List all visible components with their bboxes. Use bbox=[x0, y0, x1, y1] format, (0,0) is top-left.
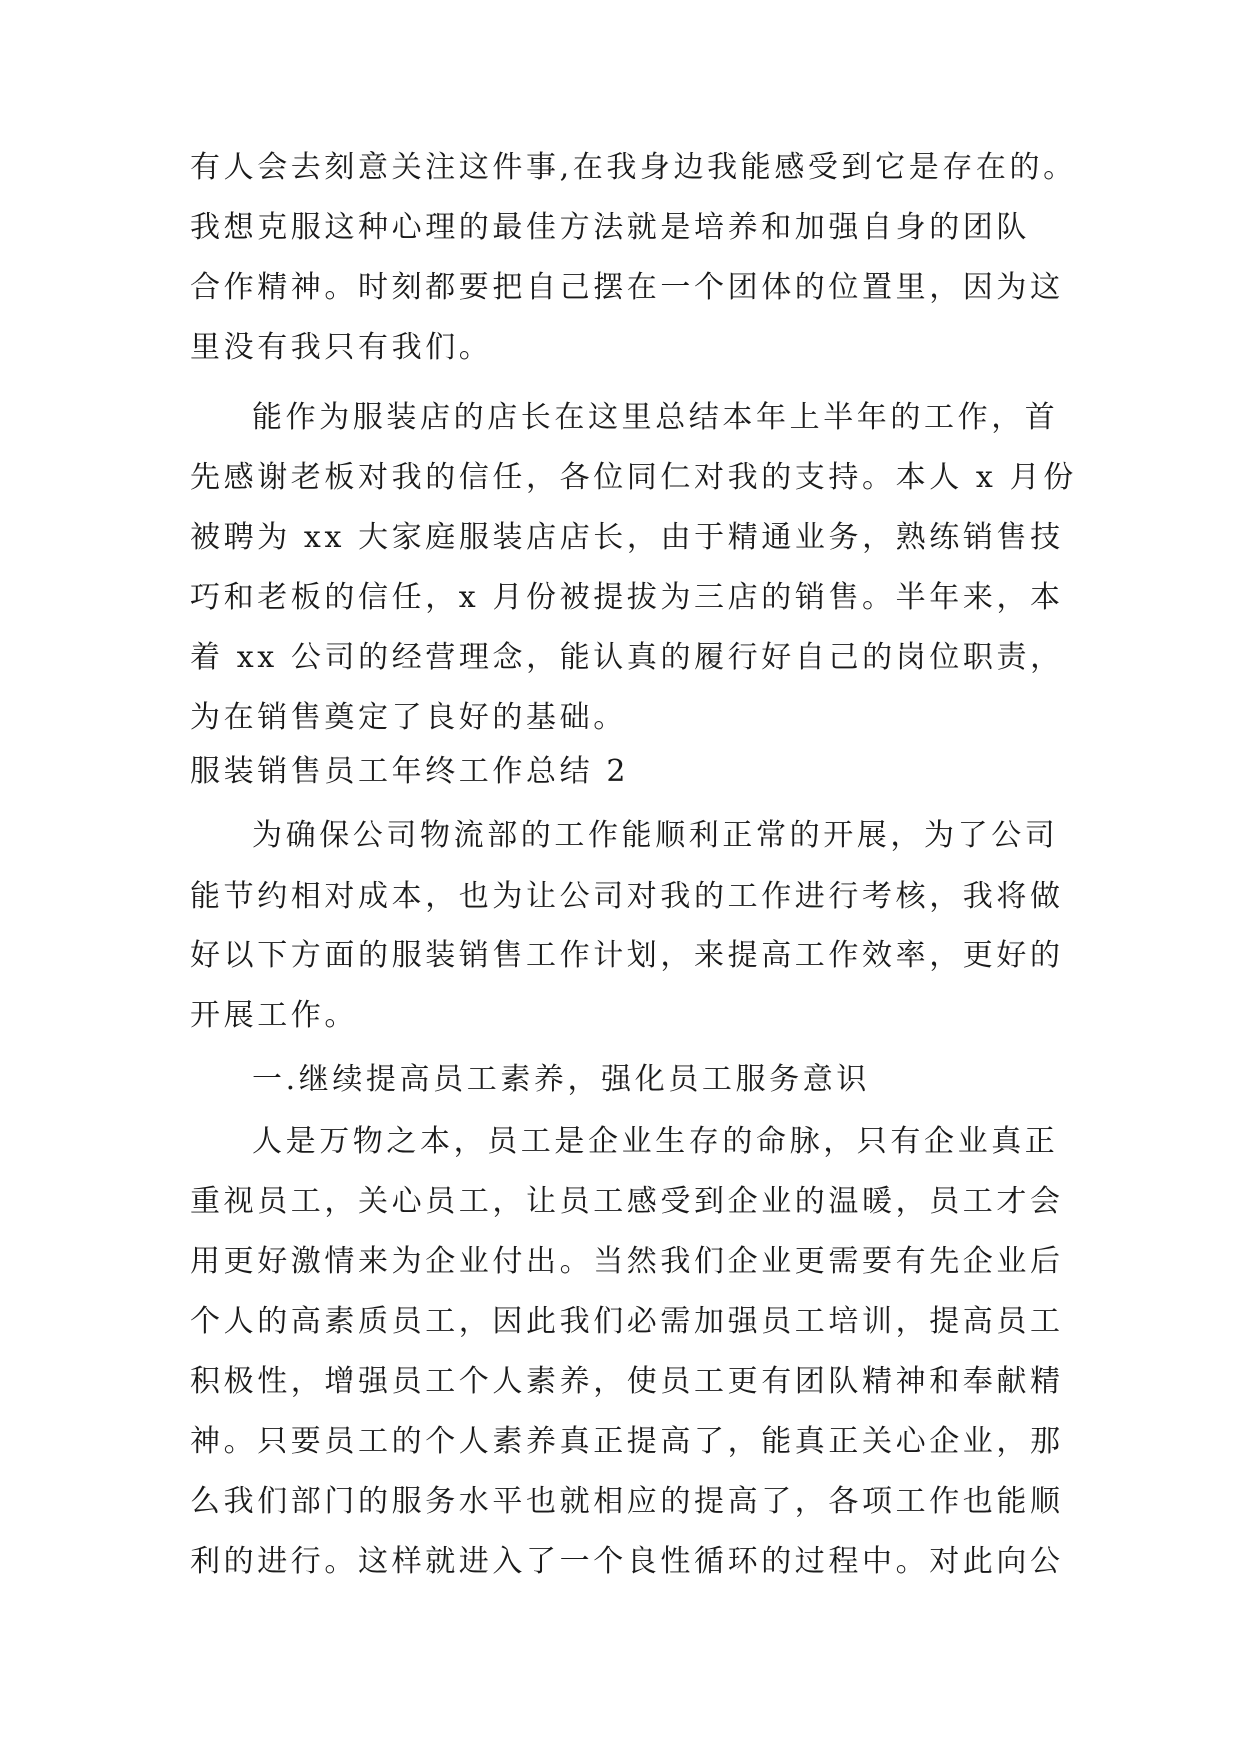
text-line: 合作精神。时刻都要把自己摆在一个团体的位置里，因为这 bbox=[190, 270, 1064, 305]
text-line: 能节约相对成本，也为让公司对我的工作进行考核，我将做 bbox=[190, 879, 1064, 914]
text-line: 重视员工，关心员工，让员工感受到企业的温暖，员工才会 bbox=[190, 1184, 1064, 1219]
text-line: 用更好激情来为企业付出。当然我们企业更需要有先企业后 bbox=[190, 1244, 1064, 1279]
text-line: 先感谢老板对我的信任，各位同仁对我的支持。本人 x 月份 bbox=[190, 460, 1077, 495]
text-line: 开展工作。 bbox=[190, 998, 358, 1033]
text-line: 里没有我只有我们。 bbox=[190, 330, 493, 365]
text-line: 好以下方面的服装销售工作计划，来提高工作效率，更好的 bbox=[190, 938, 1064, 973]
text-line: 巧和老板的信任，x 月份被提拔为三店的销售。半年来，本 bbox=[190, 580, 1064, 615]
subheading: 一.继续提高员工素养，强化员工服务意识 bbox=[252, 1062, 870, 1097]
text-line: 神。只要员工的个人素养真正提高了，能真正关心企业，那 bbox=[190, 1424, 1064, 1459]
section-heading: 服装销售员工年终工作总结 2 bbox=[190, 754, 630, 789]
text-line: 么我们部门的服务水平也就相应的提高了，各项工作也能顺 bbox=[190, 1484, 1064, 1519]
text-line: 我想克服这种心理的最佳方法就是培养和加强自身的团队 bbox=[190, 210, 1030, 245]
text-line: 积极性，增强员工个人素养，使员工更有团队精神和奉献精 bbox=[190, 1364, 1064, 1399]
text-line: 利的进行。这样就进入了一个良性循环的过程中。对此向公 bbox=[190, 1544, 1064, 1579]
text-line: 被聘为 xx 大家庭服装店店长，由于精通业务，熟练销售技 bbox=[190, 520, 1064, 555]
text-line: 有人会去刻意关注这件事,在我身边我能感受到它是存在的。 bbox=[190, 150, 1077, 185]
paragraph-first-line: 能作为服装店的店长在这里总结本年上半年的工作，首 bbox=[252, 400, 1059, 435]
text-line: 着 xx 公司的经营理念，能认真的履行好自己的岗位职责， bbox=[190, 640, 1064, 675]
text-line: 为在销售奠定了良好的基础。 bbox=[190, 700, 627, 735]
paragraph-first-line: 人是万物之本，员工是企业生存的命脉，只有企业真正 bbox=[252, 1124, 1059, 1159]
text-line: 个人的高素质员工，因此我们必需加强员工培训，提高员工 bbox=[190, 1304, 1064, 1339]
paragraph-first-line: 为确保公司物流部的工作能顺利正常的开展，为了公司 bbox=[252, 818, 1059, 853]
